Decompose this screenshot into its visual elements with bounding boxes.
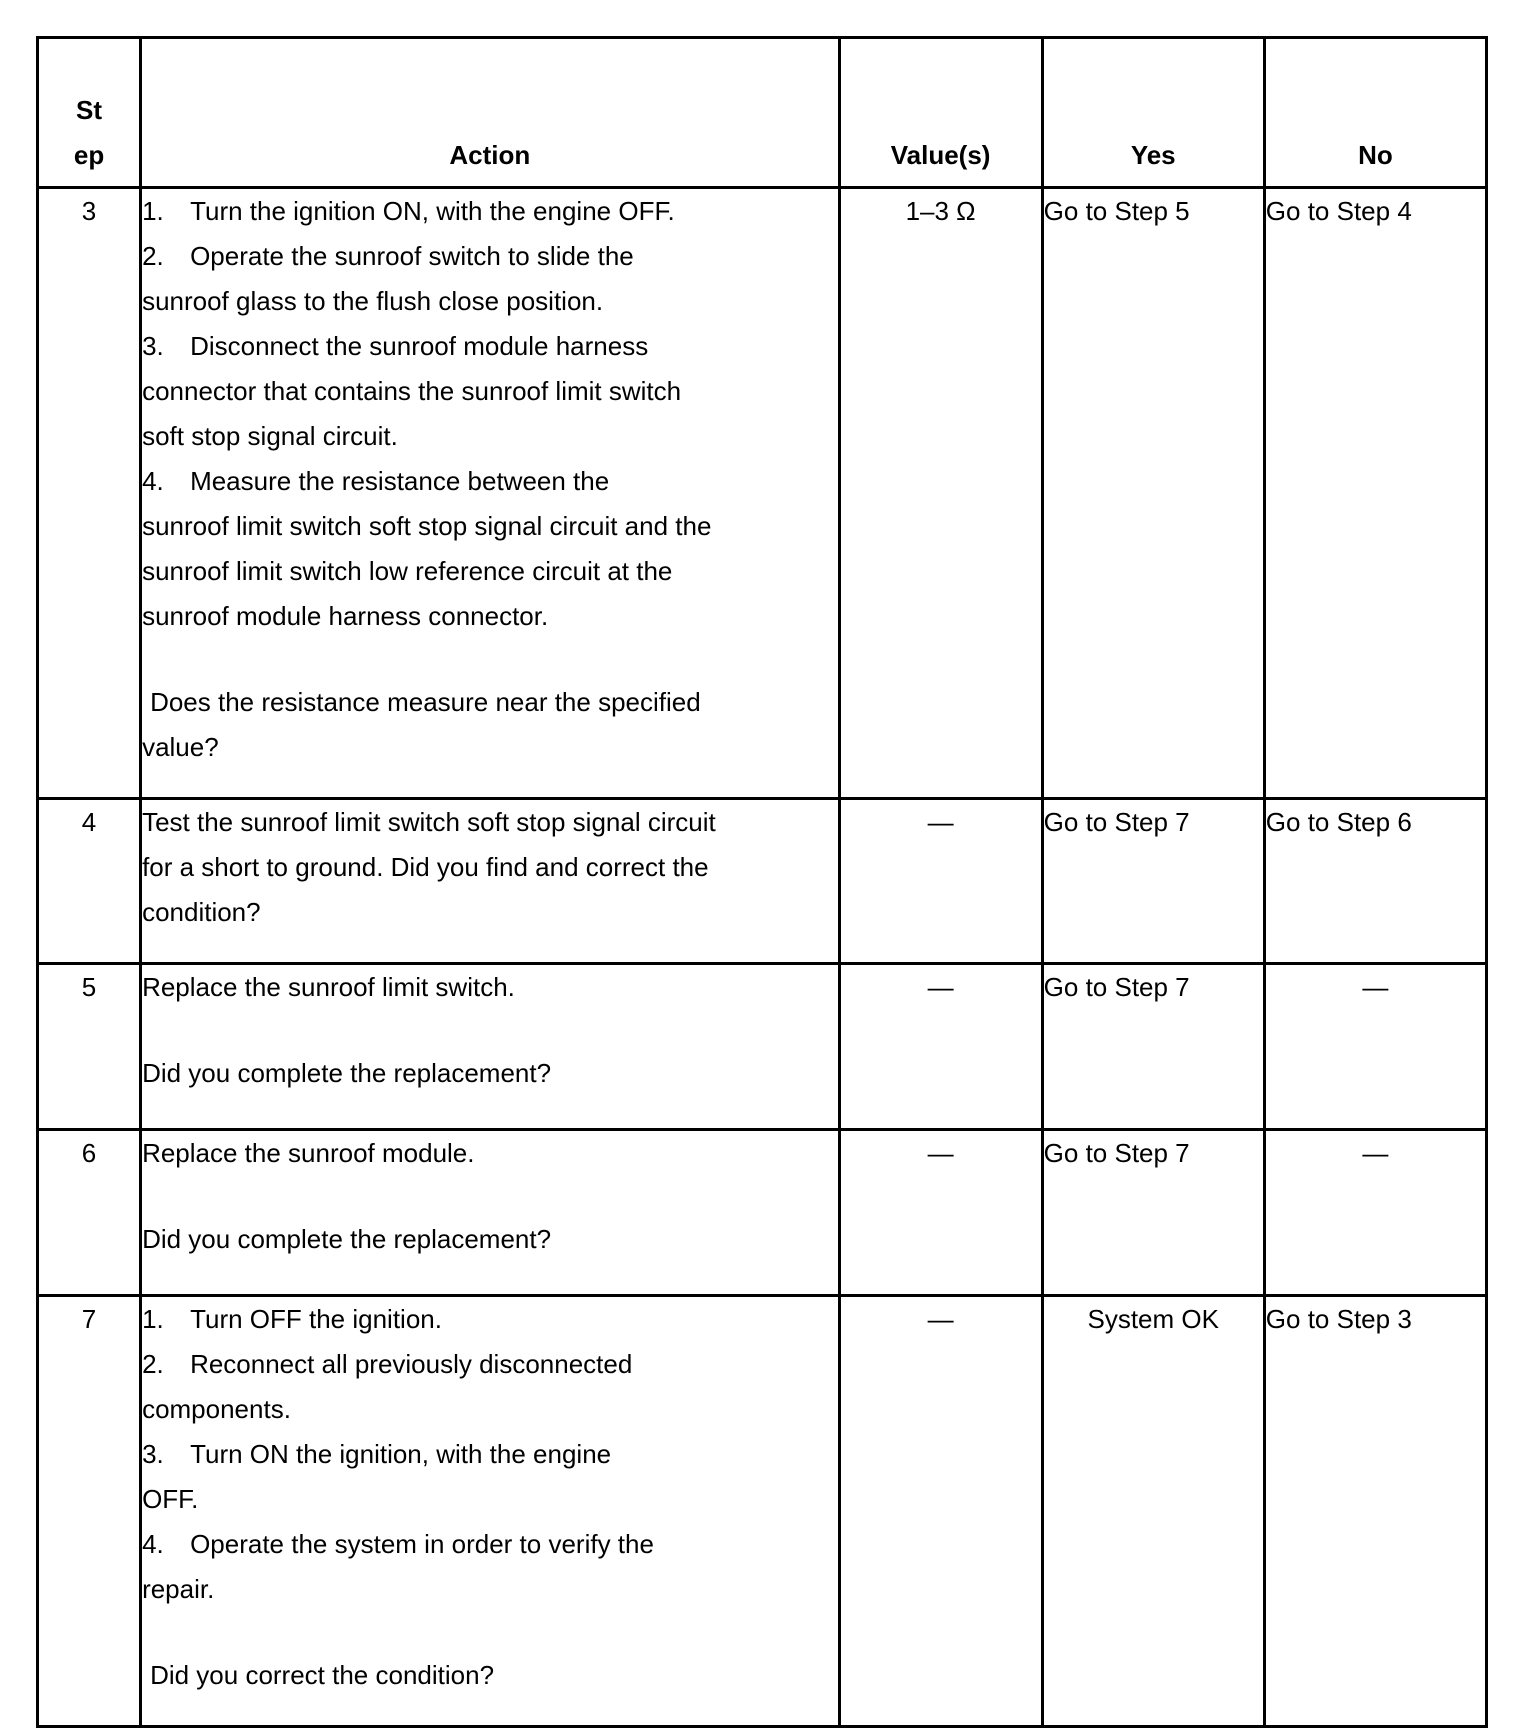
action-line: 1. Turn the ignition ON, with the engine OFF. — [142, 196, 675, 226]
table-row — [38, 188, 1487, 799]
action-line: sunroof limit switch low reference circuit at the — [142, 556, 673, 586]
question-line: Did you correct the condition? — [150, 1660, 495, 1690]
step-number: 7 — [38, 1296, 141, 1727]
yes-cell: Go to Step 7 — [1042, 1130, 1264, 1296]
action-line: components. — [142, 1394, 291, 1424]
no-cell: Go to Step 3 — [1264, 1296, 1486, 1727]
action-cell — [141, 799, 839, 964]
spacer — [142, 1010, 837, 1051]
value-cell: 1–3 Ω — [839, 188, 1042, 799]
no-cell: Go to Step 4 — [1264, 188, 1486, 799]
header-yes: Yes — [1042, 38, 1264, 188]
action-line: 3. Turn ON the ignition, with the engine — [142, 1439, 612, 1469]
action-line: sunroof module harness connector. — [142, 601, 549, 631]
step-number: 3 — [38, 188, 141, 799]
value-cell: — — [839, 964, 1042, 1130]
step-number: 4 — [38, 799, 141, 964]
spacer — [142, 1612, 837, 1653]
table-row — [38, 964, 1487, 1130]
value-cell: — — [839, 1296, 1042, 1727]
action-line: 2. Operate the sunroof switch to slide the — [142, 241, 634, 271]
action-cell — [141, 964, 839, 1130]
yes-cell: Go to Step 7 — [1042, 964, 1264, 1130]
action-line: 4. Operate the system in order to verify the — [142, 1529, 654, 1559]
table-row — [38, 799, 1487, 964]
yes-cell: Go to Step 5 — [1042, 188, 1264, 799]
action-line: for a short to ground. Did you find and correct the — [142, 852, 709, 882]
value-cell: — — [839, 1130, 1042, 1296]
spacer — [142, 1176, 837, 1217]
action-line: sunroof glass to the flush close position. — [142, 286, 604, 316]
header-action: Action — [141, 38, 839, 188]
header-no: No — [1264, 38, 1486, 188]
question-line: Does the resistance measure near the specified — [150, 687, 701, 717]
header-step-line1: St — [76, 95, 103, 125]
question-line: Did you complete the replacement? — [142, 1058, 552, 1088]
action-line: 2. Reconnect all previously disconnected — [142, 1349, 633, 1379]
action-line: Replace the sunroof limit switch. — [142, 972, 515, 1002]
no-cell: — — [1264, 964, 1486, 1130]
action-line: Test the sunroof limit switch soft stop signal circuit — [142, 807, 716, 837]
header-values: Value(s) — [839, 38, 1042, 188]
action-cell — [141, 1130, 839, 1296]
header-step-line2: ep — [73, 140, 105, 170]
yes-cell: System OK — [1042, 1296, 1264, 1727]
action-cell — [141, 188, 839, 799]
action-line: Replace the sunroof module. — [142, 1138, 475, 1168]
action-cell — [141, 1296, 839, 1727]
yes-cell: Go to Step 7 — [1042, 799, 1264, 964]
question-line: Did you complete the replacement? — [142, 1224, 552, 1254]
action-line: repair. — [142, 1574, 215, 1604]
action-line: OFF. — [142, 1484, 199, 1514]
diagnostic-table — [36, 36, 1488, 1728]
action-line: 4. Measure the resistance between the — [142, 466, 610, 496]
header-step — [38, 38, 141, 188]
action-line: 1. Turn OFF the ignition. — [142, 1304, 442, 1334]
action-line: connector that contains the sunroof limit switch — [142, 376, 682, 406]
table-row — [38, 1130, 1487, 1296]
question-line: value? — [142, 732, 219, 762]
table-row — [38, 1296, 1487, 1727]
header-row — [38, 38, 1487, 188]
step-number: 6 — [38, 1130, 141, 1296]
step-number: 5 — [38, 964, 141, 1130]
action-line: sunroof limit switch soft stop signal circuit and the — [142, 511, 712, 541]
no-cell: Go to Step 6 — [1264, 799, 1486, 964]
spacer — [142, 639, 837, 680]
value-cell: — — [839, 799, 1042, 964]
action-line: 3. Disconnect the sunroof module harness — [142, 331, 649, 361]
no-cell: — — [1264, 1130, 1486, 1296]
action-line: condition? — [142, 897, 261, 927]
action-line: soft stop signal circuit. — [142, 421, 398, 451]
